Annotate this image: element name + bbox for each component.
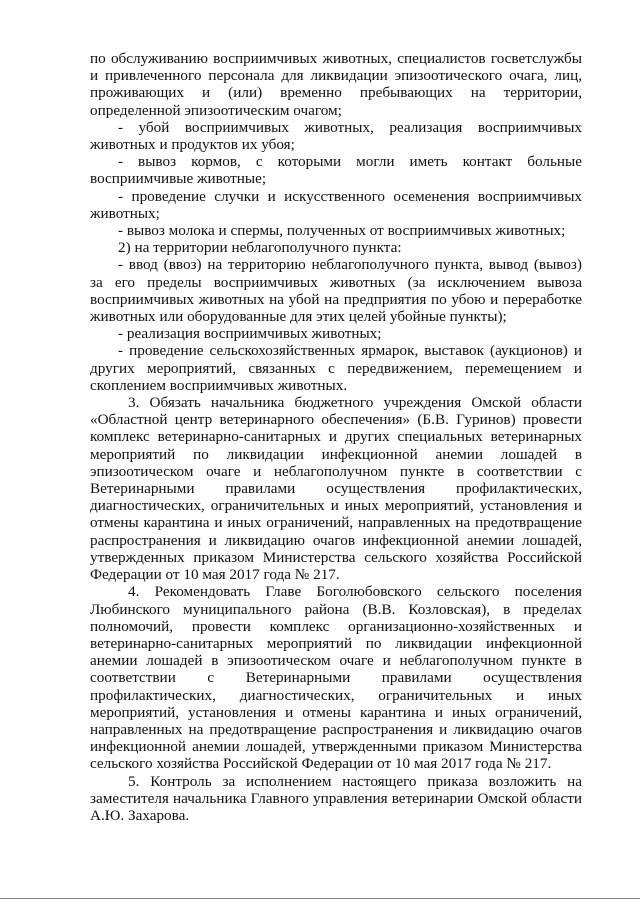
document-page	[90, 50, 582, 824]
clause-4: 4. Рекомендовать Главе Боголюбовского сельского поселения Любинского муниципального района (В.В. Козловская), в пределах полномочий, провести комплекс организационно-хозяйственных и ветеринарно-санитарных мероприятий по ликвидации инфекционной анемии лошадей в эпизоотическом очаге и неблагополучном пункте в соответствии с Ветеринарными правилами осуществления профилактических, диагностических, ограничительных и иных мероприятий, установления и отмены карантина и иных ограничений, направленных на предотвращение распространения и ликвидацию очагов инфекционной анемии лошадей, утвержденными приказом Министерства сельского хозяйства Российской Федерации от 10 мая 2017 года № 217.	[90, 583, 582, 773]
clause-3: 3. Обязать начальника бюджетного учреждения Омской области «Областной центр ветеринарного обеспечения» (Б.В. Гуринов) провести комплекс ветеринарно-санитарных и других специальных ветеринарных мероприятий по ликвидации инфекционной анемии лошадей в эпизоотическом очаге и неблагополучном пункте в соответствии с Ветеринарными правилами осуществления профилактических, диагностических, ограничительных и иных мероприятий, установления и отмены карантина и иных ограничений, направленных на предотвращение распространения и ликвидацию очагов инфекционной анемии лошадей, утвержденных приказом Министерства сельского хозяйства Российской Федерации от 10 мая 2017 года № 217.	[90, 394, 582, 584]
list-item-milk-export: - вывоз молока и спермы, полученных от восприимчивых животных;	[118, 222, 566, 240]
page-bottom-edge	[0, 898, 640, 899]
paragraph-continuation: по обслуживанию восприимчивых животных, специалистов госветслужбы и привлеченного персонала для ликвидации эпизоотического очага, лиц, проживающих и (или) временно пребывающих на территории, определенной эпизоотическим очагом;	[90, 50, 582, 119]
list-item-fairs: - проведение сельскохозяйственных ярмарок, выставок (аукционов) и других мероприятий, связанных с передвижением, перемещением и скоплением восприимчивых животных.	[90, 342, 582, 394]
list-item-animal-sale: - реализация восприимчивых животных;	[118, 325, 382, 343]
list-item-mating: - проведение случки и искусственного осеменения восприимчивых животных;	[90, 187, 582, 222]
subsection-heading: 2) на территории неблагополучного пункта:	[118, 239, 402, 257]
clause-5: 5. Контроль за исполнением настоящего приказа возложить на заместителя начальника Главного управления ветеринарии Омской области А.Ю. Захарова.	[90, 772, 582, 824]
list-item-slaughter: - убой восприимчивых животных, реализация восприимчивых животных и продуктов их убоя;	[90, 118, 582, 154]
list-item-animal-import: - ввод (ввоз) на территорию неблагополучного пункта, вывод (вывоз) за его пределы восприимчивых животных (за исключением вывоза восприимчивых животных на убой на предприятия по убою и переработке животных или оборудованные для этих целей убойные пункты);	[90, 256, 582, 326]
list-item-feed-export: - вывоз кормов, с которыми могли иметь контакт больные восприимчивые животные;	[90, 153, 582, 188]
